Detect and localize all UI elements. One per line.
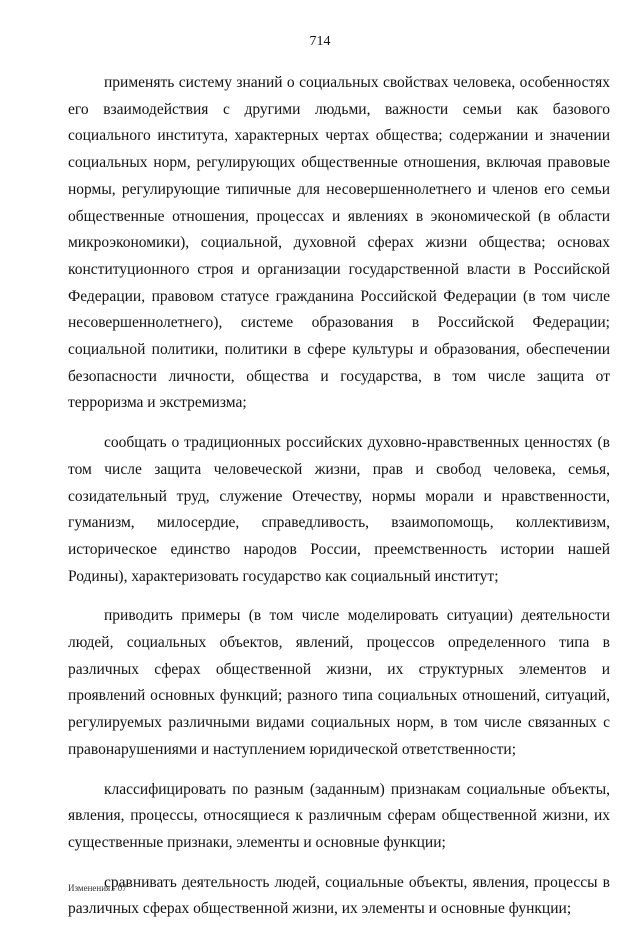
paragraph-apply-knowledge: применять систему знаний о социальных свойствах человека, особенностях его взаимодействия с другими людьми, важности семьи как базового социального института, характерных чертах общества; содержании и значении социальных норм, регулирующих общественные отношения, включая правовые нормы, регулирующие типичные для несовершеннолетнего и членов его семьи общественные отношения, процессах и явлениях в экономической (в области микроэкономики), социальной, духовной сферах жизни общества; основах конституционного строя и организации государственной власти в Российской Федерации, правовом статусе гражданина Российской Федерации (в том числе несовершеннолетнего), системе образования в Российской Федерации; социальной политики, политики в сфере культуры и образования, обеспечении безопасности личности, общества и государства, в том числе защита от терроризма и экстремизма; [68,74,610,412]
paragraph-report-values: сообщать о традиционных российских духовно-нравственных ценностях (в том числе защита человеческой жизни, прав и свобод человека, семья, созидательный труд, служение Отечеству, нормы морали и нравственности, гуманизм, милосердие, справедливость, взаимопомощь, коллективизм, историческое единство народов России, преемственность истории нашей Родины), характеризовать государство как социальный институт; [68,434,610,585]
document-body [68,70,610,936]
paragraph-compare: сравнивать деятельность людей, социальные объекты, явления, процессы в различных сферах общественной жизни, их элементы и основные функции; [68,873,610,918]
footer-revision-note: Изменения - 07 [68,883,127,893]
paragraph-classify: классифицировать по разным (заданным) признакам социальные объекты, явления, процессы, относящиеся к различным сферам общественной жизни, их существенные признаки, элементы и основные функции; [68,780,610,851]
paragraph-give-examples: приводить примеры (в том числе моделировать ситуации) деятельности людей, социальных объектов, явлений, процессов определенного типа в различных сферах общественной жизни, их структурных элементов и проявлений основных функций; разного типа социальных отношений, ситуаций, регулируемых различными видами социальных норм, в том числе связанных с правонарушениями и наступлением юридической ответственности; [68,607,610,758]
page-number: 714 [309,34,331,49]
